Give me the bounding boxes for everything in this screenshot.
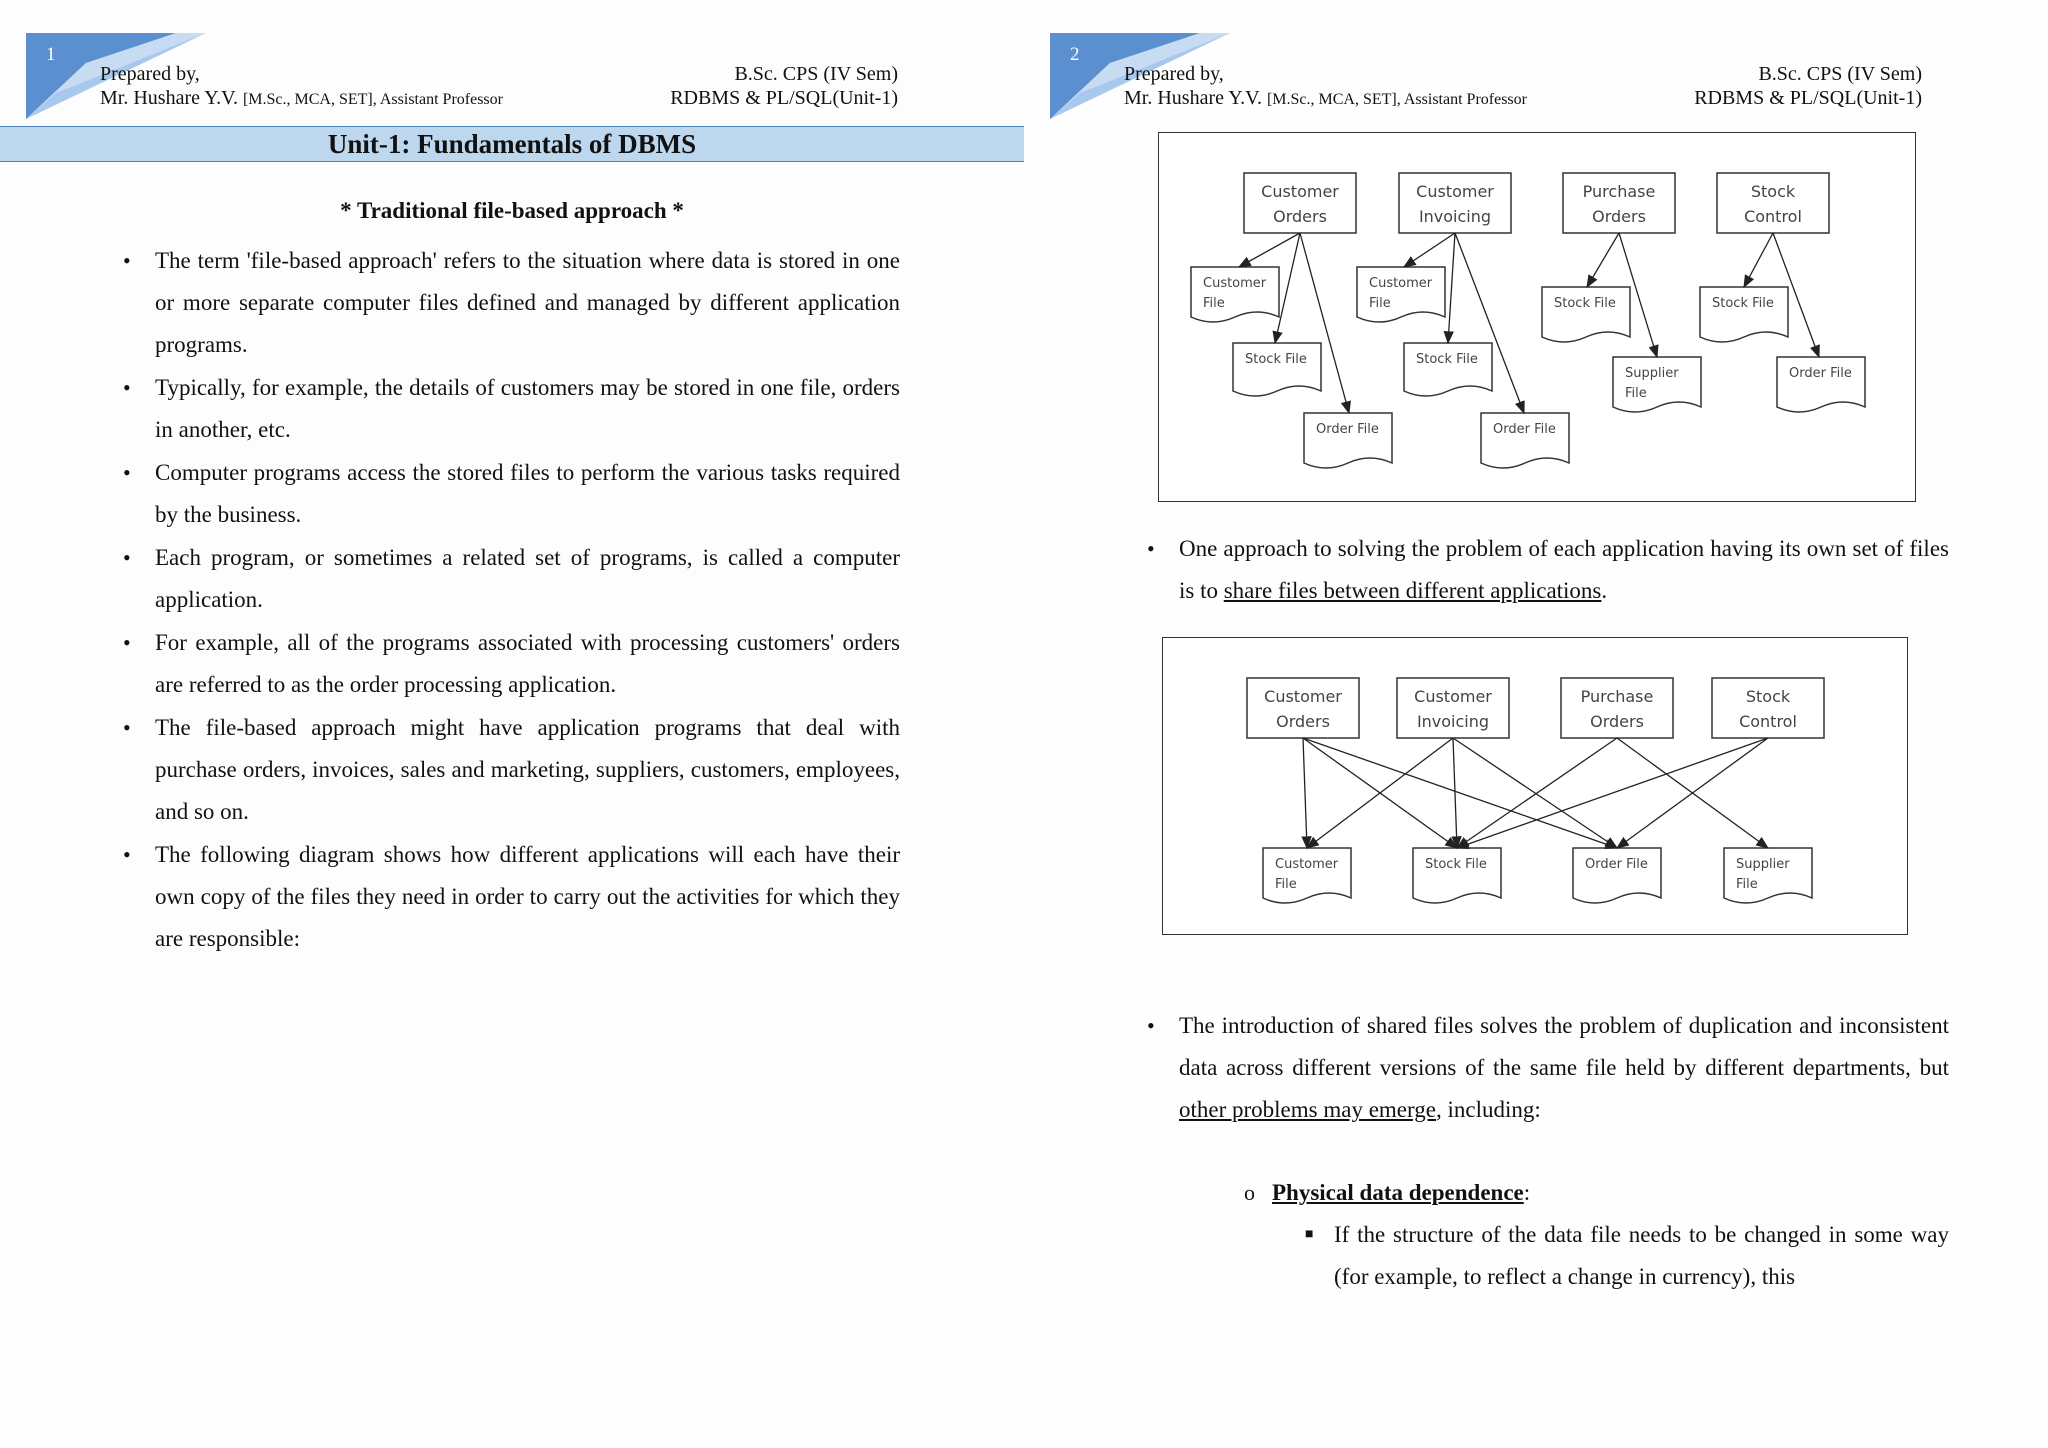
file-label: Stock File: [1712, 296, 1774, 311]
arrow: [1744, 233, 1773, 287]
subject-label: RDBMS & PL/SQL(Unit-1): [670, 87, 898, 109]
list-item: [1179, 528, 1949, 612]
sub-sub-text: If the structure of the data file needs to be changed in some way (for example, to reflect a change in currency), this: [1334, 1222, 1949, 1289]
bullet-list: [1179, 1005, 1949, 1132]
file-label: Supplier: [1625, 366, 1679, 381]
arrow: [1457, 738, 1768, 848]
file-label: Order File: [1316, 422, 1379, 437]
page-number: 2: [1070, 44, 1080, 65]
file-label: Stock File: [1425, 857, 1487, 872]
arrow: [1448, 233, 1455, 343]
file-label: Stock File: [1416, 352, 1478, 367]
square-bullet-icon: ■: [1305, 1227, 1314, 1242]
file-label: Supplier: [1736, 857, 1790, 872]
file-label: File: [1625, 386, 1647, 401]
file-label: File: [1736, 877, 1758, 892]
author-credentials: [M.Sc., MCA, SET], Assistant Professor: [242, 91, 503, 108]
file-document-shape: [1233, 343, 1321, 396]
author-credentials: [M.Sc., MCA, SET], Assistant Professor: [1266, 91, 1527, 108]
application-label: Orders: [1276, 712, 1330, 731]
header-author-block: [1124, 62, 1527, 112]
prepared-by-label: Prepared by,: [100, 63, 200, 85]
arrow: [1239, 233, 1300, 267]
underlined-phrase: share files between different applications: [1223, 578, 1602, 603]
application-label: Stock: [1745, 687, 1791, 706]
application-label: Control: [1739, 712, 1797, 731]
file-label: Order File: [1585, 857, 1648, 872]
file-label: Stock File: [1554, 296, 1616, 311]
shared-files-diagram-canvas: [1163, 638, 1907, 934]
file-label: Customer: [1275, 857, 1339, 872]
application-label: Orders: [1273, 207, 1327, 226]
arrow: [1307, 738, 1453, 848]
shared-files-diagram: [1162, 637, 1908, 935]
list-item: • Computer programs access the stored files to perform the various tasks required by the business.: [155, 452, 900, 536]
application-label: Orders: [1590, 712, 1644, 731]
bullet-text-end: .: [1601, 578, 1608, 603]
bullet-list: [155, 240, 900, 961]
application-label: Customer: [1261, 182, 1339, 201]
page-2: [1024, 0, 2048, 1448]
file-label: Stock File: [1245, 352, 1307, 367]
list-item: [1179, 1005, 1949, 1131]
application-label: Control: [1744, 207, 1802, 226]
underlined-phrase: other problems may emerge: [1179, 1097, 1436, 1122]
arrow: [1404, 233, 1455, 267]
author-name: Mr. Hushare Y.V.: [100, 87, 238, 109]
list-item: • For example, all of the programs associated with processing customers' orders are referred to as the order processing application.: [155, 622, 900, 706]
bullet-text-end: , including:: [1435, 1097, 1541, 1122]
file-label: Order File: [1493, 422, 1556, 437]
author-name: Mr. Hushare Y.V.: [1124, 87, 1262, 109]
application-label: Customer: [1416, 182, 1494, 201]
list-item: • The following diagram shows how different applications will each have their own copy of the files they need in order to carry out the activities for which they are responsible:: [155, 834, 900, 960]
bullet-text: One approach to solving the problem of each application having its own set of files is to: [1179, 536, 1949, 603]
list-item: • Each program, or sometimes a related set of programs, is called a computer application.: [155, 537, 900, 621]
bullet-list: [1179, 528, 1949, 613]
application-label: Invoicing: [1418, 207, 1492, 226]
file-label: Order File: [1789, 366, 1852, 381]
separate-files-diagram-canvas: [1159, 133, 1915, 501]
list-item: • The file-based approach might have application programs that deal with purchase orders, invoices, sales and marketing, suppliers, customers, employees, and so on.: [155, 707, 900, 833]
application-label: Invoicing: [1416, 712, 1490, 731]
unit-title: Unit-1: Fundamentals of DBMS: [0, 126, 1024, 162]
application-label: Purchase: [1580, 687, 1654, 706]
application-label: Stock: [1750, 182, 1796, 201]
course-label: B.Sc. CPS (IV Sem): [1758, 63, 1922, 85]
application-label: Orders: [1592, 207, 1646, 226]
sub-heading: Physical data dependence: [1272, 1180, 1524, 1205]
page-number: 1: [46, 44, 56, 65]
bullet-text: The introduction of shared files solves the problem of duplication and inconsistent data across different versions of the same file held by different departments, but: [1179, 1013, 1949, 1080]
sub-heading-item: [1244, 1172, 1531, 1214]
arrow: [1303, 738, 1617, 848]
arrow: [1587, 233, 1619, 287]
subject-label: RDBMS & PL/SQL(Unit-1): [1694, 87, 1922, 109]
application-label: Customer: [1414, 687, 1492, 706]
prepared-by-label: Prepared by,: [1124, 63, 1224, 85]
sub-heading-suffix: :: [1523, 1180, 1531, 1205]
header-author-block: [100, 62, 503, 112]
section-heading: * Traditional file-based approach *: [340, 198, 684, 223]
header-course-block: [670, 62, 898, 110]
file-label: File: [1203, 296, 1225, 311]
list-item: • The term 'file-based approach' refers to the situation where data is stored in one or more separate computer files defined and managed by different application programs.: [155, 240, 900, 366]
arrow: [1303, 738, 1307, 848]
file-label: File: [1275, 877, 1297, 892]
file-document-shape: [1404, 343, 1492, 396]
arrow: [1453, 738, 1457, 848]
application-label: Customer: [1264, 687, 1342, 706]
file-label: Customer: [1203, 276, 1267, 291]
file-label: Customer: [1369, 276, 1433, 291]
list-item: • Typically, for example, the details of customers may be stored in one file, orders in another, etc.: [155, 367, 900, 451]
course-label: B.Sc. CPS (IV Sem): [734, 63, 898, 85]
file-label: File: [1369, 296, 1391, 311]
header-course-block: [1694, 62, 1922, 110]
application-label: Purchase: [1582, 182, 1656, 201]
sub-sub-item: [1305, 1214, 1949, 1298]
circle-bullet-icon: o: [1244, 1180, 1255, 1205]
separate-files-diagram: [1158, 132, 1916, 502]
